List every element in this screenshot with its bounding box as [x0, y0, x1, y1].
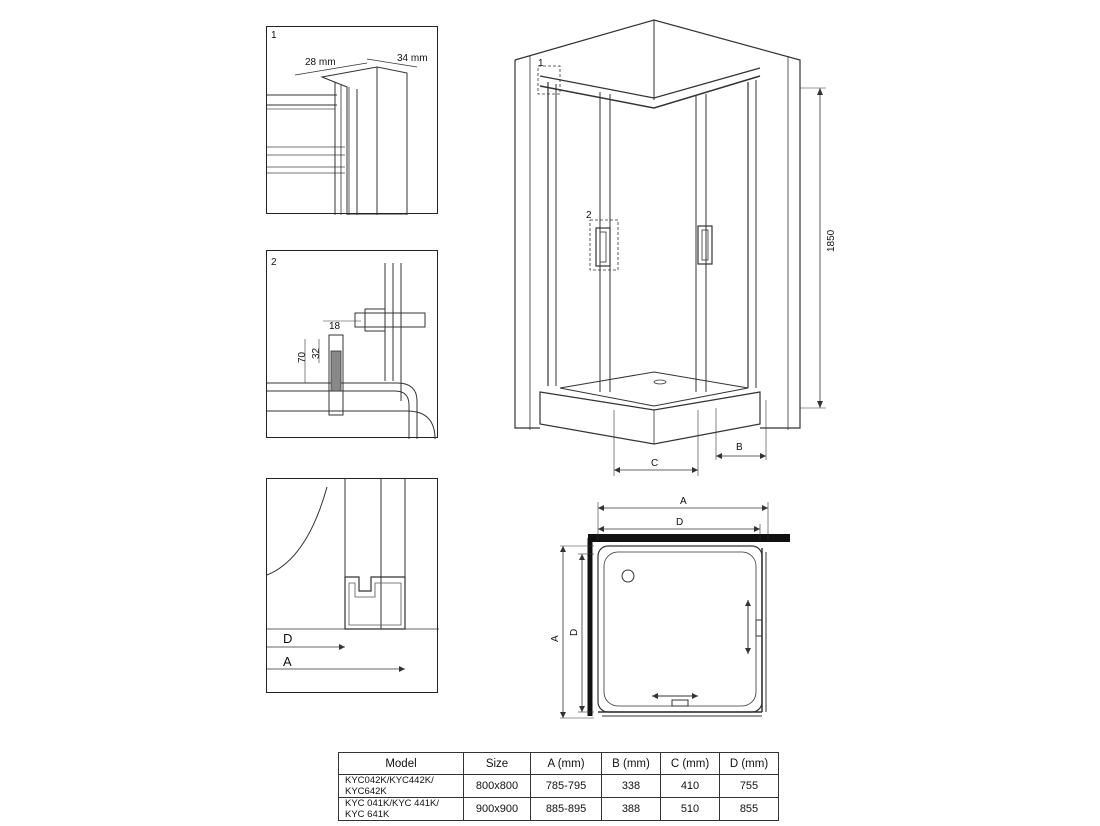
- overview-arrows: [614, 88, 823, 473]
- row-model: KYC 041K/KYC 441K/ KYC 641K: [339, 798, 464, 821]
- row-d: 755: [720, 775, 779, 798]
- plan-label-a-side: A: [550, 635, 561, 642]
- row-c: 510: [661, 798, 720, 821]
- row-d: 855: [720, 798, 779, 821]
- detail-2-dim-18: 18: [329, 321, 341, 332]
- detail-2-callout: 2: [271, 257, 277, 268]
- header-model: Model: [339, 753, 464, 775]
- enclosure-overview: [515, 20, 826, 476]
- enclosure-plan: [560, 502, 790, 718]
- header-size: Size: [464, 753, 531, 775]
- detail-2-dim-70: 70: [297, 351, 308, 363]
- detail-1-callout: 1: [271, 30, 277, 41]
- row-a: 785-795: [531, 775, 602, 798]
- header-a: A (mm): [531, 753, 602, 775]
- table-row: [339, 775, 779, 798]
- row-size: 800x800: [464, 775, 531, 798]
- detail-1-width-dimension: 28 mm: [305, 57, 336, 68]
- overview-callout-2: 2: [586, 210, 592, 221]
- overview-label-b: B: [736, 442, 743, 453]
- plan-label-d-top: D: [676, 517, 684, 528]
- overview-height-dimension: 1850: [826, 229, 837, 252]
- header-b: B (mm): [602, 753, 661, 775]
- row-b: 338: [602, 775, 661, 798]
- spec-table-header-row: [339, 753, 779, 775]
- header-c: C (mm): [661, 753, 720, 775]
- detail-1-depth-dimension: 34 mm: [397, 53, 428, 64]
- row-b: 388: [602, 798, 661, 821]
- row-model: KYC042K/KYC442K/ KYC642K: [339, 775, 464, 798]
- row-c: 410: [661, 775, 720, 798]
- detail-2-dim-32: 32: [311, 347, 322, 359]
- spec-table: [338, 752, 779, 821]
- plan-label-d-side: D: [569, 628, 580, 636]
- plan-label-a-top: A: [680, 496, 687, 507]
- row-a: 885-895: [531, 798, 602, 821]
- detail-3-label-d: D: [283, 631, 293, 646]
- overview-label-c: C: [651, 458, 659, 469]
- header-d: D (mm): [720, 753, 779, 775]
- table-row: [339, 798, 779, 821]
- row-size: 900x900: [464, 798, 531, 821]
- overview-callout-1: 1: [538, 58, 544, 69]
- detail-3-label-a: A: [283, 654, 292, 669]
